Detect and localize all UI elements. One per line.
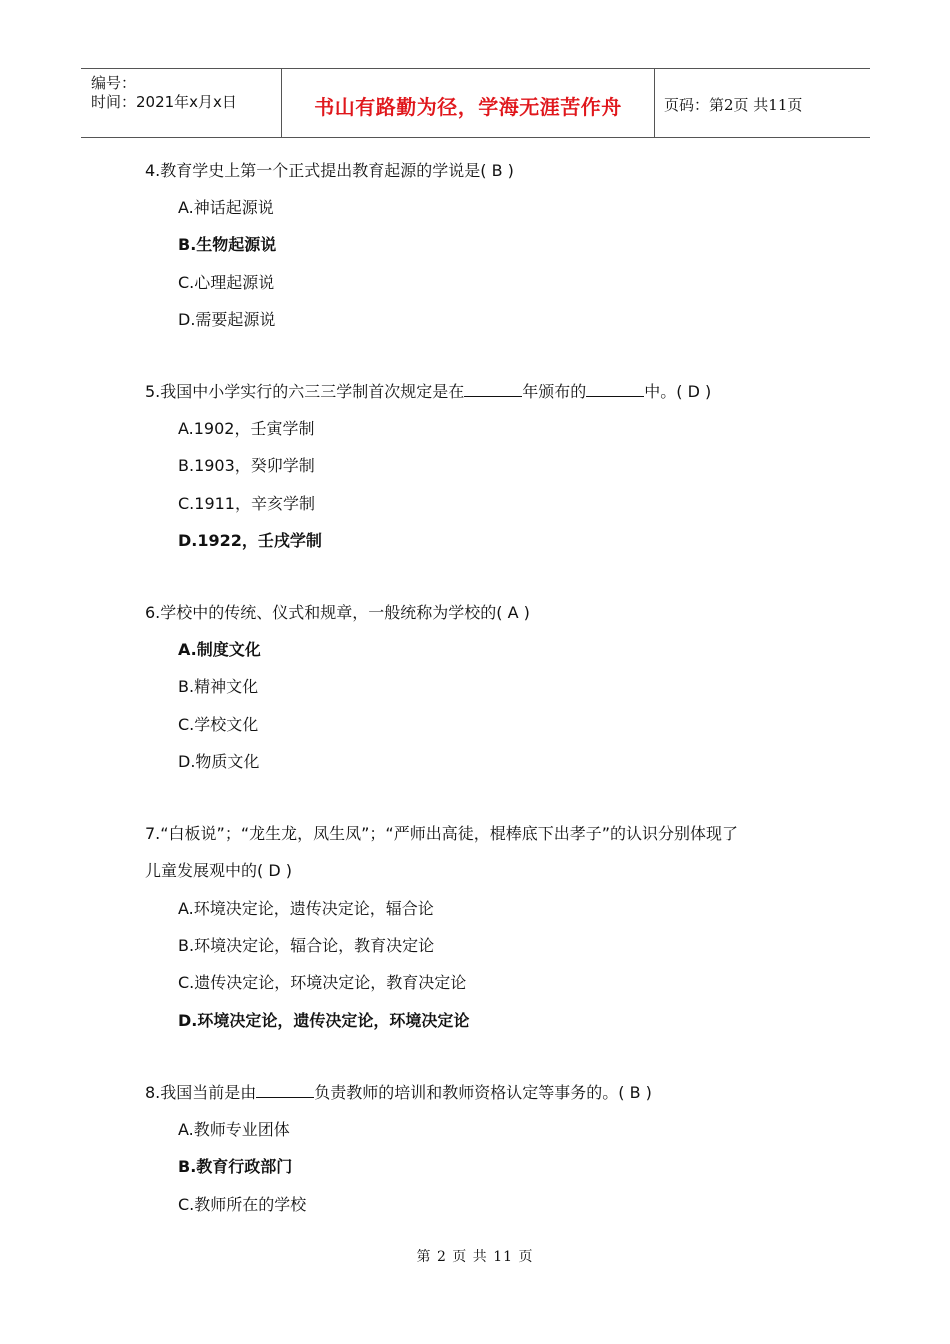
page-info: 页码：第2页 共11页 <box>664 96 803 114</box>
time-label: 时间：2021年x月x日 <box>91 93 237 111</box>
option-d: D.物质文化 <box>178 752 260 771</box>
option-a: A.环境决定论，遗传决定论，辐合论 <box>178 899 434 918</box>
option-d-correct: D.1922，壬戌学制 <box>178 531 322 550</box>
option-b: B.环境决定论，辐合论，教育决定论 <box>178 936 435 955</box>
stem-part: 8.我国当前是由 <box>145 1083 257 1102</box>
option-a: A.1902，壬寅学制 <box>178 419 315 438</box>
header-motto-cell <box>282 69 655 137</box>
page-footer: 第 2 页 共 11 页 <box>416 1249 534 1265</box>
option-c: C.遗传决定论，环境决定论，教育决定论 <box>178 973 467 992</box>
option-b: B.精神文化 <box>178 677 259 696</box>
option-c: C.教师所在的学校 <box>178 1195 307 1214</box>
stem-part: 年颁布的 <box>522 382 587 401</box>
question-stem: 4.教育学史上第一个正式提出教育起源的学说是( B ) <box>145 161 514 180</box>
fill-blank <box>464 382 522 397</box>
option-b-correct: B.生物起源说 <box>178 235 277 254</box>
option-d-correct: D.环境决定论，遗传决定论，环境决定论 <box>178 1011 470 1030</box>
option-b-correct: B.教育行政部门 <box>178 1157 293 1176</box>
option-c: C.1911，辛亥学制 <box>178 494 315 513</box>
fill-blank <box>256 1083 314 1098</box>
option-b: B.1903，癸卯学制 <box>178 456 315 475</box>
question-stem: 6.学校中的传统、仪式和规章，一般统称为学校的( A ) <box>145 603 530 622</box>
motto-text: 书山有路勤为径，学海无涯苦作舟 <box>314 95 622 119</box>
option-a-correct: A.制度文化 <box>178 640 261 659</box>
document-header <box>81 68 870 138</box>
question-stem: 7.“白板说”；“龙生龙，凤生凤”；“严师出高徒，棍棒底下出孝子”的认识分别体现了 <box>145 824 739 843</box>
question-stem-line2: 儿童发展观中的( D ) <box>145 861 292 880</box>
question-stem <box>145 382 711 402</box>
question-stem <box>145 1083 652 1103</box>
option-d: D.需要起源说 <box>178 310 276 329</box>
header-meta-cell <box>81 69 282 137</box>
option-c: C.学校文化 <box>178 715 259 734</box>
fill-blank <box>586 382 644 397</box>
number-label: 编号： <box>91 74 137 92</box>
stem-part: 5.我国中小学实行的六三三学制首次规定是在 <box>145 382 465 401</box>
option-a: A.教师专业团体 <box>178 1120 290 1139</box>
stem-part: 负责教师的培训和教师资格认定等事务的。( B ) <box>314 1083 652 1102</box>
option-c: C.心理起源说 <box>178 273 275 292</box>
option-a: A.神话起源说 <box>178 198 274 217</box>
stem-part: 中。( D ) <box>644 382 712 401</box>
